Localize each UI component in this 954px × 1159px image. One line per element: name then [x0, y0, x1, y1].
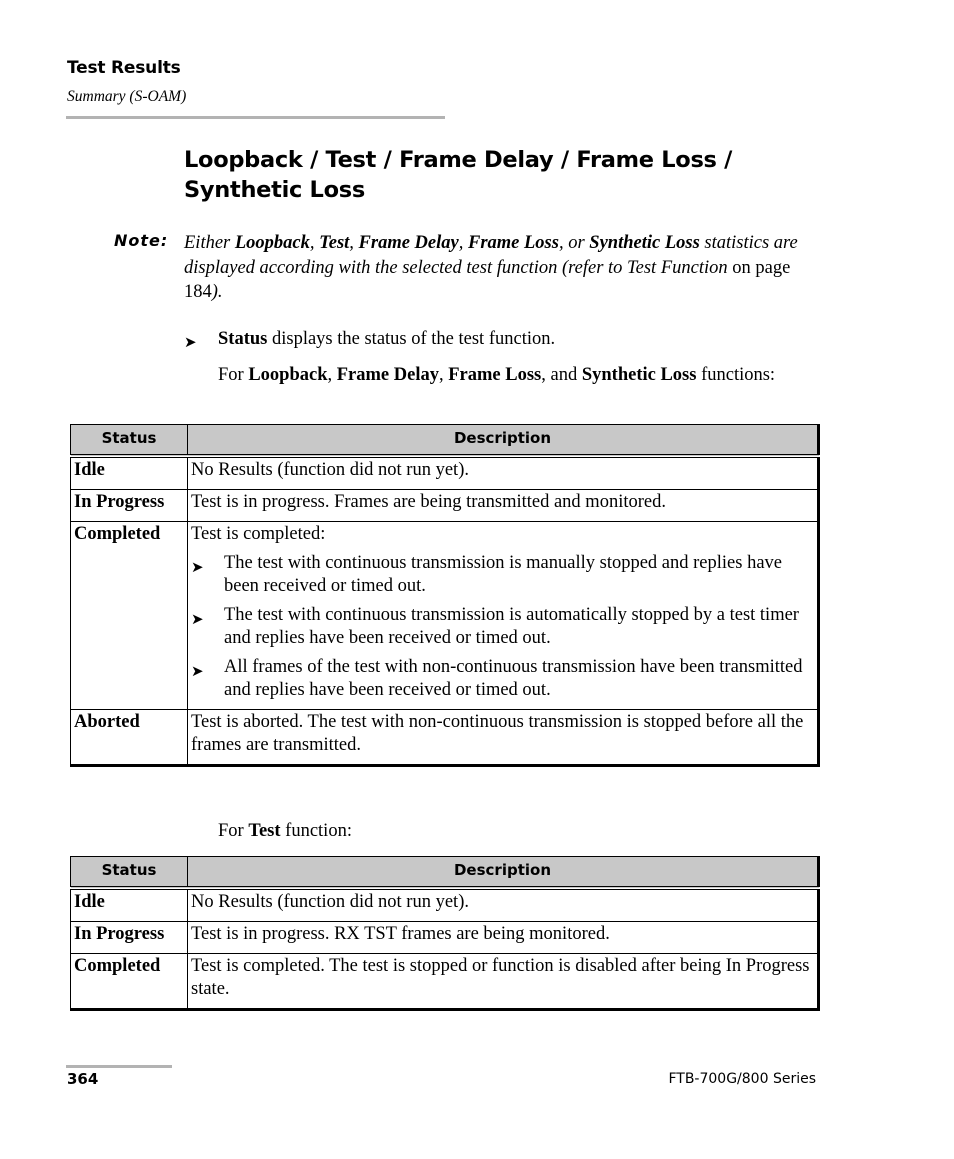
header-status: Status — [71, 857, 188, 889]
footer-rule — [66, 1065, 172, 1068]
table-row — [71, 954, 819, 1010]
list-item: ➤ All frames of the test with non-continuous transmission have been transmitted and replies have been received or timed out. — [191, 657, 803, 700]
description-cell: Test is in progress. Frames are being transmitted and monitored. — [188, 490, 819, 522]
note-term-synthetic-loss: Synthetic Loss — [589, 233, 700, 253]
description-cell: Test is in progress. RX TST frames are being monitored. — [188, 922, 819, 954]
description-cell: Test is completed: ➤ The test with continuous transmission is manually stopped and replies have been received or timed out. ➤ The test with continuous transmission is automatically stopped by a test timer and replies have been received or timed out. ➤ All frames of the test with non-continuous transmission have been transmitted and replies have been received or timed out. — [188, 522, 819, 710]
status-table-test — [70, 856, 820, 1011]
note-term-frame-loss: Frame Loss — [467, 233, 559, 253]
header-description: Description — [188, 425, 819, 457]
page-number: 364 — [67, 1070, 99, 1088]
status-cell: Idle — [71, 888, 188, 922]
note-text: Either Loopback, Test, Frame Delay, Frame Loss, or Synthetic Loss statistics are displayed according with the selected test function (refer to Test Function on page 184). — [184, 233, 798, 302]
bullet-arrow-icon: ➤ — [184, 333, 197, 351]
header-description: Description — [188, 857, 819, 889]
table-header-row — [71, 425, 819, 457]
status-cell: Completed — [71, 954, 188, 1010]
note-label: Note: — [114, 231, 169, 250]
note-term-loopback: Loopback — [234, 233, 310, 253]
table-row — [71, 522, 819, 710]
running-header-subtitle: Summary (S-OAM) — [67, 88, 187, 105]
status-cell: Aborted — [71, 710, 188, 766]
section-title: Loopback / Test / Frame Delay / Frame Loss / Synthetic Loss — [184, 147, 733, 203]
running-header-title: Test Results — [67, 58, 181, 78]
product-series: FTB-700G/800 Series — [668, 1071, 816, 1087]
note-term-test: Test — [319, 233, 350, 253]
status-cell: In Progress — [71, 922, 188, 954]
status-cell: In Progress — [71, 490, 188, 522]
status-cell: Completed — [71, 522, 188, 710]
status-cell: Idle — [71, 456, 188, 490]
list-item: ➤ The test with continuous transmission is automatically stopped by a test timer and replies have been received or timed out. — [191, 605, 799, 648]
bullet-arrow-icon: ➤ — [191, 610, 204, 628]
bullet-arrow-icon: ➤ — [191, 558, 204, 576]
table-row — [71, 456, 819, 490]
header-rule — [66, 116, 445, 119]
table-row — [71, 710, 819, 766]
description-cell: Test is aborted. The test with non-continuous transmission is stopped before all the frames are transmitted. — [188, 710, 819, 766]
note-term-frame-delay: Frame Delay — [358, 233, 459, 253]
description-cell: Test is completed. The test is stopped or function is disabled after being In Progress state. — [188, 954, 819, 1010]
header-status: Status — [71, 425, 188, 457]
table-row — [71, 490, 819, 522]
bullet-arrow-icon: ➤ — [191, 662, 204, 680]
description-cell: No Results (function did not run yet). — [188, 456, 819, 490]
description-cell: No Results (function did not run yet). — [188, 888, 819, 922]
table-row — [71, 922, 819, 954]
table-header-row — [71, 857, 819, 889]
test-function-intro: For Test function: — [218, 821, 352, 841]
functions-intro: For Loopback, Frame Delay, Frame Loss, and Synthetic Loss functions: — [218, 365, 776, 385]
status-table-loopback — [70, 424, 820, 767]
note-link-test-function[interactable]: Test Function — [627, 257, 728, 278]
table-row — [71, 888, 819, 922]
list-item: ➤ The test with continuous transmission is manually stopped and replies have been received or timed out. — [191, 553, 782, 596]
